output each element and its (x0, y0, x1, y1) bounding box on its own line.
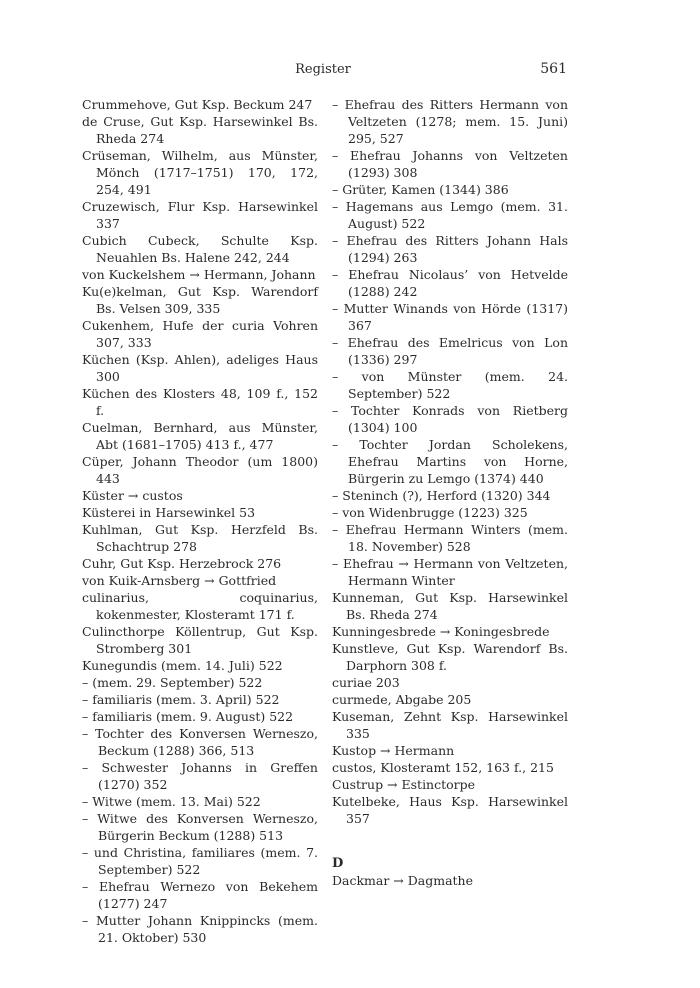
running-head (0, 62, 700, 80)
index-subentry: – Mutter Johann Knippincks (mem. 21. Oktober) 530 (82, 913, 318, 945)
index-subentry: – Tochter des Konversen Werneszo, Beckum (1288) 366, 513 (82, 726, 318, 758)
index-subentry: – (mem. 29. September) 522 (82, 675, 263, 690)
index-subentry: – Ehefrau des Ritters Johann Hals (1294) 263 (332, 233, 568, 265)
index-entry: Küchen des Klosters 48, 109 f., 152 f. (82, 386, 318, 418)
index-entry: Kustop → Hermann (332, 743, 455, 758)
index-subentry: – und Christina, familiares (mem. 7. September) 522 (82, 845, 318, 877)
index-entry: Kunegundis (mem. 14. Juli) 522 (82, 658, 283, 673)
index-entry: Küchen (Ksp. Ahlen), adeliges Haus 300 (82, 352, 318, 384)
index-subentry: – Ehefrau Wernezo von Bekehem (1277) 247 (82, 879, 318, 911)
index-entry: Ku(e)kelman, Gut Ksp. Warendorf Bs. Velsen 309, 335 (82, 284, 318, 316)
index-subentry: – Ehefrau → Hermann von Veltzeten, Hermann Winter (332, 556, 568, 588)
index-entry: Kunningesbrede → Koningesbrede (332, 624, 550, 639)
index-subentry: – Hagemans aus Lemgo (mem. 31. August) 522 (332, 199, 568, 231)
index-subentry: – Ehefrau Nicolaus’ von Hetvelde (1288) 242 (332, 267, 568, 299)
index-entry: von Kuckelshem → Hermann, Johann (82, 267, 316, 282)
index-entry: Crummehove, Gut Ksp. Beckum 247 (82, 97, 313, 112)
index-subentry: – familiaris (mem. 3. April) 522 (82, 692, 280, 707)
index-entry: curiae 203 (332, 675, 400, 690)
index-subentry: – Mutter Winands von Hörde (1317) 367 (332, 301, 568, 333)
index-subentry: – von Widenbrugge (1223) 325 (332, 505, 528, 520)
index-entry: von Kuik-Arnsberg → Gottfried (82, 573, 277, 588)
index-entry: Cuelman, Bernhard, aus Münster, Abt (1681–1705) 413 f., 477 (82, 420, 318, 452)
section-gap (332, 827, 568, 855)
index-subentry: – familiaris (mem. 9. August) 522 (82, 709, 294, 724)
index-entry: Custrup → Estinctorpe (332, 777, 476, 792)
index-subentry: – Ehefrau Johanns von Veltzeten (1293) 308 (332, 148, 568, 180)
index-subentry: – Witwe des Konversen Werneszo, Bürgerin Beckum (1288) 513 (82, 811, 318, 843)
index-entry: Küsterei in Harsewinkel 53 (82, 505, 256, 520)
section-letter: D (332, 856, 344, 871)
index-entry: curmede, Abgabe 205 (332, 692, 472, 707)
index-entry: custos, Klosteramt 152, 163 f., 215 (332, 760, 554, 775)
index-entry: Kuhlman, Gut Ksp. Herzfeld Bs. Schachtrup 278 (82, 522, 318, 554)
index-subentry: – Steninch (?), Herford (1320) 344 (332, 488, 551, 503)
index-entry: de Cruse, Gut Ksp. Harsewinkel Bs. Rheda 274 (82, 114, 318, 146)
index-entry: Cukenhem, Hufe der curia Vohren 307, 333 (82, 318, 318, 350)
index-entry: Dackmar → Dagmathe (332, 873, 474, 888)
left-column (82, 96, 318, 946)
index-subentry: – Schwester Johanns in Greffen (1270) 352 (82, 760, 318, 792)
index-subentry: – Ehefrau Hermann Winters (mem. 18. November) 528 (332, 522, 568, 554)
index-entry: culinarius, coquinarius, kokenmester, Klosteramt 171 f. (82, 590, 318, 622)
index-entry: Küster → custos (82, 488, 183, 503)
index-subentry: – Ehefrau des Ritters Hermann von Veltzeten (1278; mem. 15. Juni) 295, 527 (332, 97, 568, 146)
page-number: 561 (540, 61, 567, 77)
index-entry: Cubich Cubeck, Schulte Ksp. Neuahlen Bs. Halene 242, 244 (82, 233, 318, 265)
index-subentry: – Tochter Jordan Scholekens, Ehefrau Martins von Horne, Bürgerin zu Lemgo (1374) 440 (332, 437, 568, 486)
index-entry: Kunstleve, Gut Ksp. Warendorf Bs. Darphorn 308 f. (332, 641, 568, 673)
index-entry: Cuhr, Gut Ksp. Herzebrock 276 (82, 556, 282, 571)
right-column (332, 96, 568, 889)
index-entry: Cüper, Johann Theodor (um 1800) 443 (82, 454, 318, 486)
index-subentry: – Ehefrau des Emelricus von Lon (1336) 297 (332, 335, 568, 367)
index-entry: Crüseman, Wilhelm, aus Münster, Mönch (1717–1751) 170, 172, 254, 491 (82, 148, 318, 197)
index-entry: Culincthorpe Köllentrup, Gut Ksp. Stromberg 301 (82, 624, 318, 656)
index-entry: Kutelbeke, Haus Ksp. Harsewinkel 357 (332, 794, 568, 826)
index-subentry: – Grüter, Kamen (1344) 386 (332, 182, 509, 197)
index-subentry: – Tochter Konrads von Rietberg (1304) 100 (332, 403, 568, 435)
index-entry: Kunneman, Gut Ksp. Harsewinkel Bs. Rheda 274 (332, 590, 568, 622)
running-head-title: Register (295, 62, 351, 77)
index-entry: Kuseman, Zehnt Ksp. Harsewinkel 335 (332, 709, 568, 741)
index-subentry: – Witwe (mem. 13. Mai) 522 (82, 794, 261, 809)
index-entry: Cruzewisch, Flur Ksp. Harsewinkel 337 (82, 199, 318, 231)
index-subentry: – von Münster (mem. 24. September) 522 (332, 369, 568, 401)
